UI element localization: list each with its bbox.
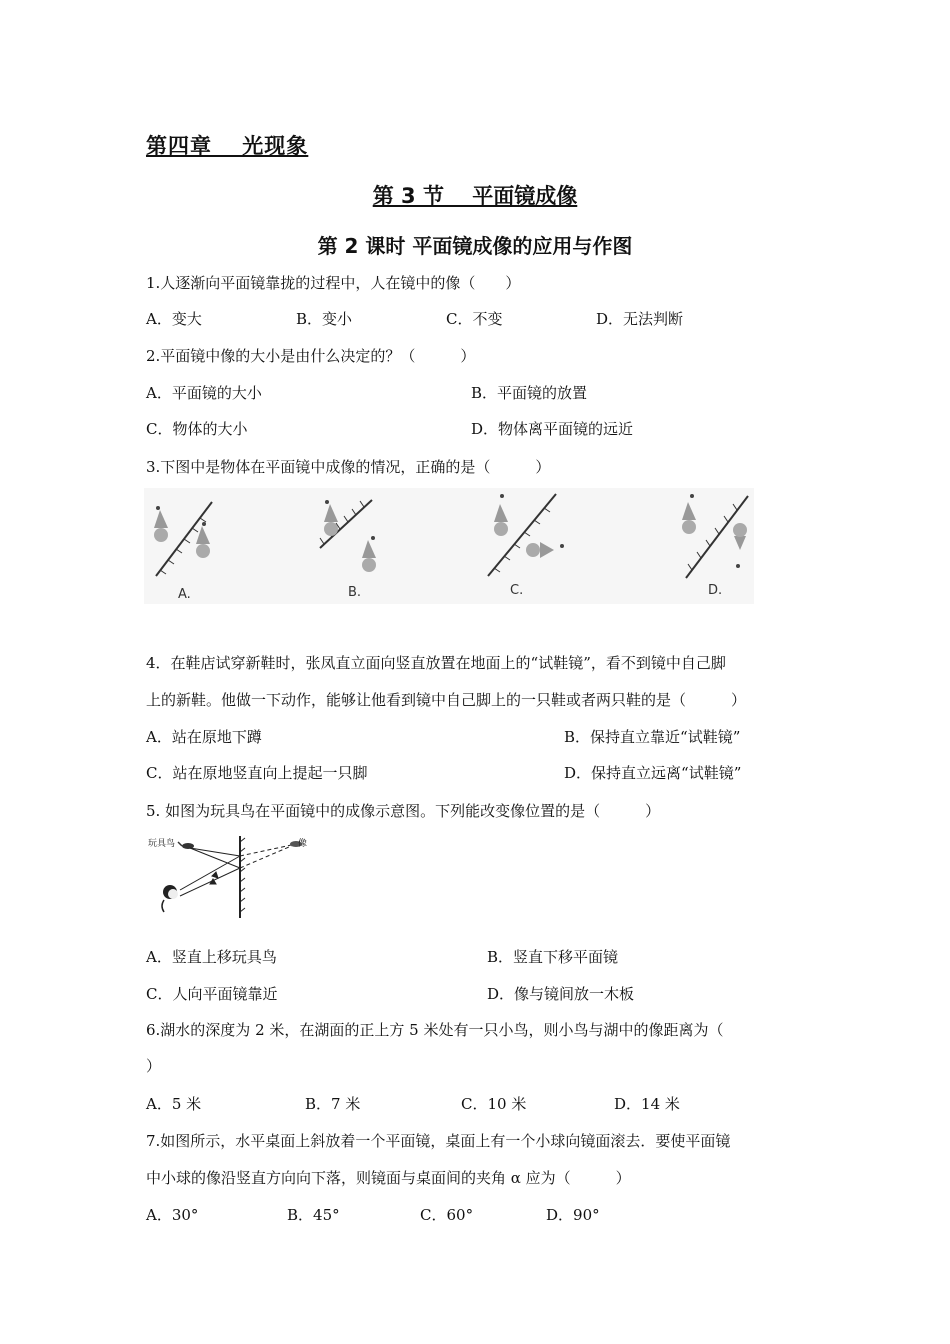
question-6-stem-line1: 6.湖水的深度为 2 米，在湖面的正上方 5 米处有一只小鸟，则小鸟与湖中的像距离为（ [146,1021,724,1039]
image-label: 像 [298,839,308,849]
mirror-icon [240,836,245,918]
question-7-option-d: D．90° [546,1206,600,1224]
question-2-option-a: A．平面镜的大小 [146,384,262,402]
figure-label-a: A. [178,587,191,602]
question-7-option-a: A．30° [146,1206,199,1224]
question-1-stem: 1.人逐渐向平面镜靠拢的过程中，人在镜中的像（ ） [146,274,521,292]
figure-label-b: B. [348,585,362,600]
question-1-option-a: A．变大 [146,310,202,328]
question-7-option-c: C．60° [420,1206,474,1224]
question-7-option-b: B．45° [287,1206,340,1224]
question-2-option-b: B．平面镜的放置 [471,384,588,402]
toy-bird-label: 玩具鸟 [148,839,176,849]
question-5-option-c: C．人向平面镜靠近 [146,985,278,1003]
question-5-figure [146,832,316,920]
question-5-option-a: A．竖直上移玩具鸟 [146,948,277,966]
question-3-figure [144,488,754,604]
question-7-stem-line1: 7.如图所示，水平桌面上斜放着一个平面镜，桌面上有一个小球向镜面滚去．要使平面镜 [146,1132,731,1150]
question-1-option-c: C．不变 [446,310,503,328]
question-6-option-b: B．7 米 [305,1095,361,1113]
question-4-stem-line2: 上的新鞋。他做一下动作，能够让他看到镜中自己脚上的一只鞋或者两只鞋的是（ ） [146,691,747,709]
section-title: 第 3 节 平面镜成像 [372,184,578,208]
question-7-stem-line2: 中小球的像沿竖直方向向下落，则镜面与桌面间的夹角 α 应为（ ） [146,1169,631,1187]
question-5-stem: 5. 如图为玩具鸟在平面镜中的成像示意图。下列能改变像位置的是（ ） [146,802,661,820]
question-5-option-d: D．像与镜间放一木板 [487,985,635,1003]
question-6-option-c: C．10 米 [461,1095,527,1113]
figure-label-c: C. [510,583,524,598]
light-rays [180,844,296,896]
figure-label-d: D. [708,583,723,598]
lesson-title: 第 2 课时 平面镜成像的应用与作图 [317,234,633,258]
question-4-option-b: B．保持直立靠近“试鞋镜” [564,728,741,746]
question-3-stem: 3.下图中是物体在平面镜中成像的情况，正确的是（ ） [146,458,551,476]
question-6-option-d: D．14 米 [614,1095,680,1113]
question-2-option-c: C．物体的大小 [146,420,248,438]
question-1-option-b: B．变小 [296,310,353,328]
question-6-option-a: A．5 米 [146,1095,202,1113]
question-5-option-b: B．竖直下移平面镜 [487,948,619,966]
question-6-stem-line2: ） [146,1057,162,1075]
chapter-title: 第四章 光现象 [146,134,309,158]
question-4-option-a: A．站在原地下蹲 [146,728,262,746]
question-1-option-d: D．无法判断 [596,310,684,328]
person-icon [162,885,178,912]
question-4-option-c: C．站在原地竖直向上提起一只脚 [146,764,368,782]
question-2-option-d: D．物体离平面镜的远近 [471,420,634,438]
question-4-stem-line1: 4．在鞋店试穿新鞋时，张凤直立面向竖直放置在地面上的“试鞋镜”，看不到镜中自己脚 [146,654,726,672]
question-4-option-d: D．保持直立远离“试鞋镜” [564,764,742,782]
question-2-stem: 2.平面镜中像的大小是由什么决定的？（ ） [146,347,476,365]
